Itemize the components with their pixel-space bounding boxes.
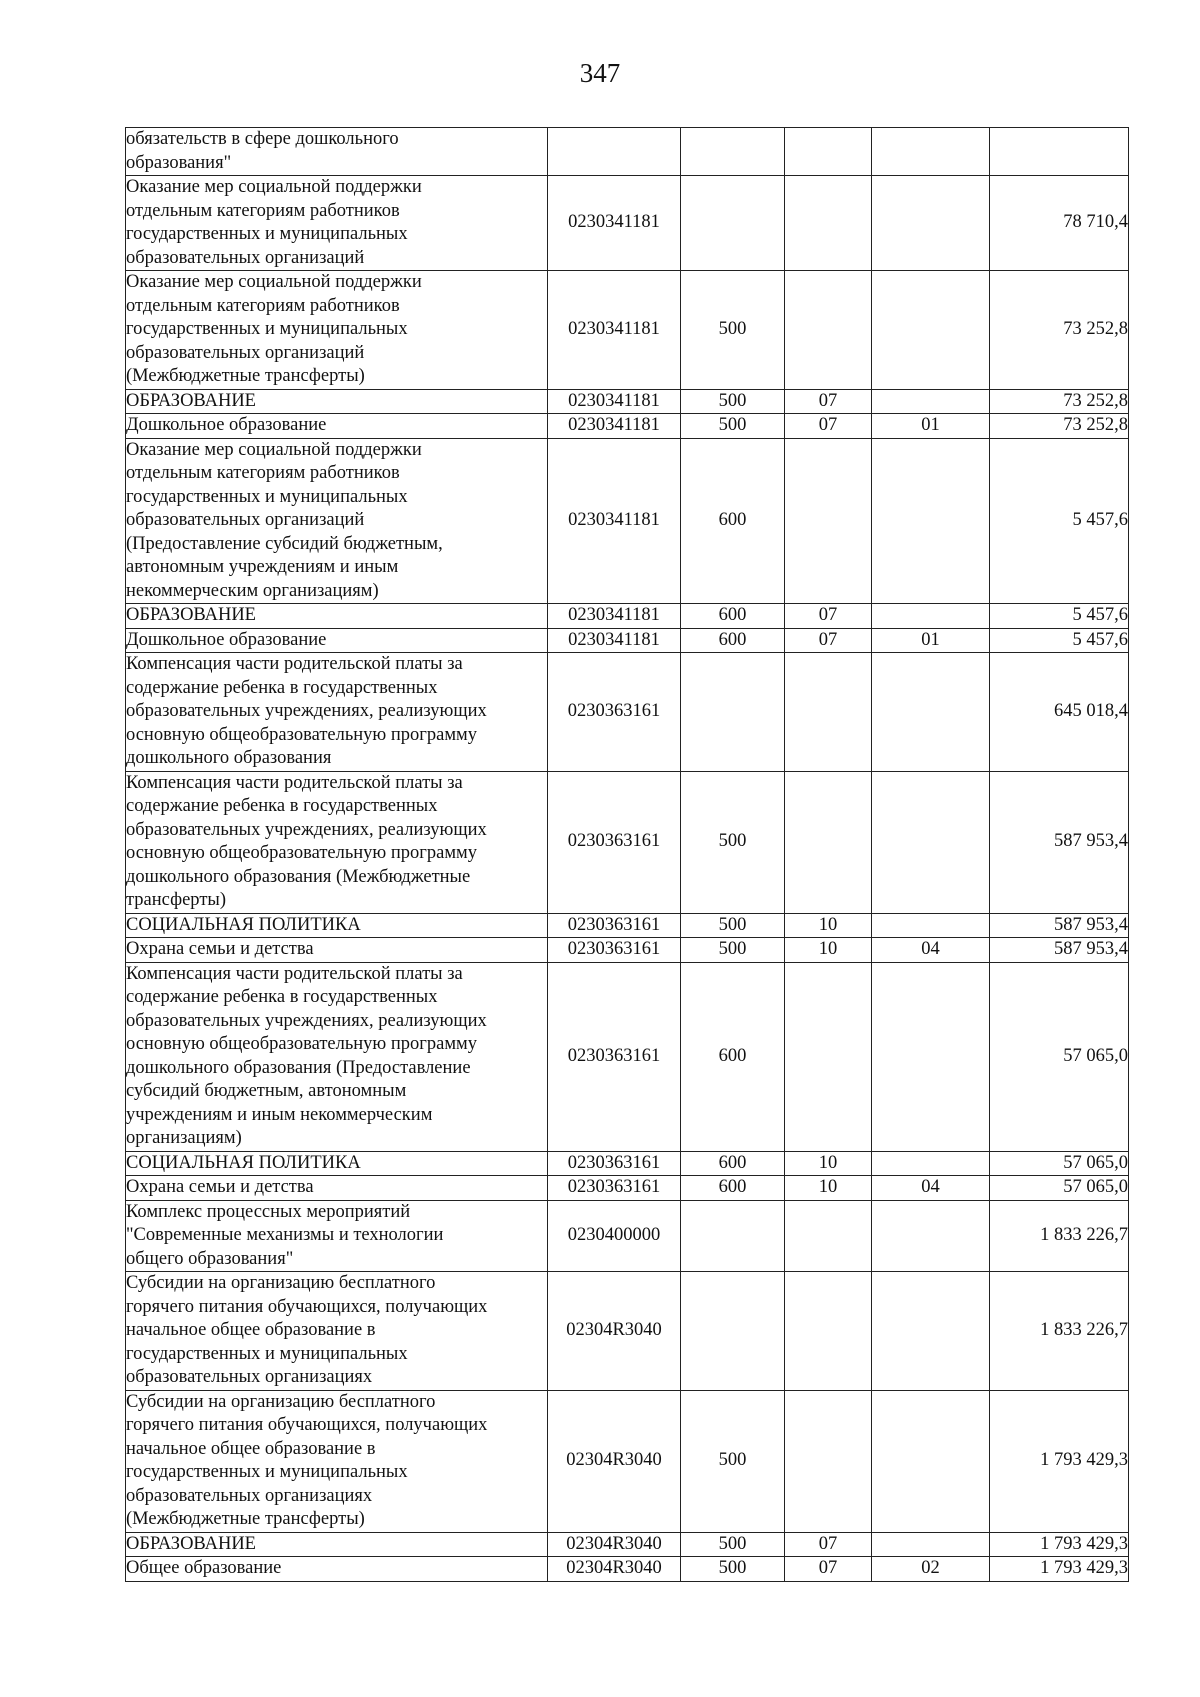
program-code-cell: 0230341181 <box>548 628 681 653</box>
expense-type-cell: 600 <box>681 604 785 629</box>
table-row <box>126 771 1129 913</box>
item-name-line: СОЦИАЛЬНАЯ ПОЛИТИКА <box>126 914 361 935</box>
item-name-line: ОБРАЗОВАНИЕ <box>126 605 256 625</box>
expense-type-cell: 500 <box>681 389 785 414</box>
program-code-cell: 0230363161 <box>548 1151 681 1176</box>
item-name-line: содержание ребенка в государственных <box>126 677 438 698</box>
item-name-line: государственных и муниципальных <box>126 319 408 339</box>
amount-cell: 73 252,8 <box>990 271 1129 390</box>
item-name-line: СОЦИАЛЬНАЯ ПОЛИТИКА <box>126 1152 361 1173</box>
program-code-cell: 02304R3040 <box>548 1390 681 1532</box>
table-row <box>126 938 1129 963</box>
table-row <box>126 128 1129 176</box>
item-name-line: Оказание мер социальной поддержки <box>126 272 422 292</box>
item-name-line: основную общеобразовательную программу <box>126 724 477 745</box>
subsection-cell: 01 <box>872 628 990 653</box>
program-code-cell <box>548 128 681 176</box>
expense-type-cell: 500 <box>681 1532 785 1557</box>
item-name-line: дошкольного образования (Межбюджетные <box>126 866 471 887</box>
program-code-cell: 0230363161 <box>548 1176 681 1201</box>
item-name-cell <box>126 913 548 938</box>
item-name-cell <box>126 271 548 390</box>
expense-type-cell <box>681 176 785 271</box>
table-row <box>126 1200 1129 1272</box>
item-name-line: дошкольного образования (Предоставление <box>126 1057 471 1078</box>
program-code-cell: 0230363161 <box>548 913 681 938</box>
item-name-line: образовательных организаций <box>126 510 365 530</box>
item-name-line: Оказание мер социальной поддержки <box>126 177 422 197</box>
item-name-line: (Межбюджетные трансферты) <box>126 366 365 386</box>
item-name-cell <box>126 176 548 271</box>
table-row <box>126 1151 1129 1176</box>
page-number: 347 <box>579 58 621 88</box>
item-name-cell <box>126 438 548 604</box>
item-name-line: основную общеобразовательную программу <box>126 1034 477 1054</box>
program-code-cell: 0230341181 <box>548 389 681 414</box>
item-name-line: трансферты) <box>126 890 226 910</box>
item-name-cell <box>126 604 548 629</box>
subsection-cell <box>872 1151 990 1176</box>
section-cell <box>785 1272 872 1391</box>
section-cell: 07 <box>785 628 872 653</box>
expense-type-cell: 600 <box>681 438 785 604</box>
amount-cell: 5 457,6 <box>990 438 1129 604</box>
section-cell <box>785 271 872 390</box>
expense-type-cell: 500 <box>681 271 785 390</box>
amount-cell: 78 710,4 <box>990 176 1129 271</box>
subsection-cell <box>872 962 990 1151</box>
subsection-cell <box>872 913 990 938</box>
item-name-line: образовательных учреждениях, реализующих <box>126 701 487 721</box>
item-name-line: государственных и муниципальных <box>126 224 408 244</box>
item-name-line: Компенсация части родительской платы за <box>126 963 463 984</box>
item-name-line: содержание ребенка в государственных <box>126 987 438 1007</box>
item-name-line: отдельным категориям работников <box>126 463 400 483</box>
expense-type-cell <box>681 128 785 176</box>
expense-type-cell: 600 <box>681 962 785 1151</box>
item-name-line: отдельным категориям работников <box>126 200 400 221</box>
table-row <box>126 271 1129 390</box>
item-name-line: Комплекс процессных мероприятий <box>126 1201 411 1222</box>
program-code-cell: 02304R3040 <box>548 1272 681 1391</box>
table-body <box>126 128 1129 1582</box>
item-name-line: Охрана семьи и детства <box>126 1177 314 1197</box>
program-code-cell: 0230341181 <box>548 414 681 439</box>
item-name-line: ОБРАЗОВАНИЕ <box>126 390 256 411</box>
item-name-line: автономным учреждениям и иным <box>126 557 399 577</box>
item-name-line: субсидий бюджетным, автономным <box>126 1081 407 1101</box>
item-name-line: горячего питания обучающихся, получающих <box>126 1296 488 1317</box>
section-cell <box>785 438 872 604</box>
item-name-line: основную общеобразовательную программу <box>126 843 477 863</box>
item-name-cell <box>126 1390 548 1532</box>
subsection-cell <box>872 604 990 629</box>
item-name-line: Оказание мер социальной поддержки <box>126 439 422 460</box>
expense-type-cell: 500 <box>681 1557 785 1582</box>
amount-cell: 1 793 429,3 <box>990 1390 1129 1532</box>
section-cell: 10 <box>785 938 872 963</box>
item-name-cell <box>126 1176 548 1201</box>
table-row <box>126 1272 1129 1391</box>
table-row <box>126 913 1129 938</box>
expense-type-cell: 500 <box>681 913 785 938</box>
section-cell <box>785 128 872 176</box>
subsection-cell <box>872 1390 990 1532</box>
program-code-cell: 0230400000 <box>548 1200 681 1272</box>
item-name-line: общего образования" <box>126 1248 294 1269</box>
item-name-line: Компенсация части родительской платы за <box>126 654 463 674</box>
table-row <box>126 962 1129 1151</box>
amount-cell: 587 953,4 <box>990 913 1129 938</box>
item-name-line: образовательных организаций <box>126 247 365 268</box>
expense-type-cell: 600 <box>681 1151 785 1176</box>
section-cell: 07 <box>785 414 872 439</box>
section-cell: 07 <box>785 604 872 629</box>
program-code-cell: 0230341181 <box>548 604 681 629</box>
item-name-line: образования" <box>126 152 232 173</box>
item-name-cell <box>126 389 548 414</box>
table-row <box>126 414 1129 439</box>
amount-cell: 73 252,8 <box>990 414 1129 439</box>
section-cell: 10 <box>785 1176 872 1201</box>
amount-cell <box>990 128 1129 176</box>
amount-cell: 587 953,4 <box>990 771 1129 913</box>
amount-cell: 5 457,6 <box>990 628 1129 653</box>
item-name-line: некоммерческим организациям) <box>126 580 379 601</box>
subsection-cell <box>872 771 990 913</box>
expense-type-cell: 600 <box>681 628 785 653</box>
subsection-cell: 04 <box>872 1176 990 1201</box>
amount-cell: 5 457,6 <box>990 604 1129 629</box>
program-code-cell: 0230341181 <box>548 438 681 604</box>
subsection-cell <box>872 653 990 772</box>
item-name-line: Дошкольное образование <box>126 415 327 435</box>
item-name-line: начальное общее образование в <box>126 1438 376 1459</box>
amount-cell: 1 793 429,3 <box>990 1557 1129 1582</box>
amount-cell: 73 252,8 <box>990 389 1129 414</box>
table-row <box>126 1176 1129 1201</box>
item-name-cell <box>126 1272 548 1391</box>
amount-cell: 57 065,0 <box>990 1151 1129 1176</box>
table-row <box>126 628 1129 653</box>
amount-cell: 1 833 226,7 <box>990 1200 1129 1272</box>
item-name-cell <box>126 414 548 439</box>
item-name-cell <box>126 1151 548 1176</box>
table-row <box>126 1557 1129 1582</box>
section-cell <box>785 1200 872 1272</box>
expense-type-cell <box>681 653 785 772</box>
section-cell: 10 <box>785 1151 872 1176</box>
table-row <box>126 176 1129 271</box>
section-cell: 07 <box>785 1557 872 1582</box>
section-cell <box>785 1390 872 1532</box>
subsection-cell <box>872 271 990 390</box>
program-code-cell: 0230363161 <box>548 938 681 963</box>
table-row <box>126 604 1129 629</box>
item-name-line: учреждениям и иным некоммерческим <box>126 1104 433 1125</box>
expense-type-cell: 500 <box>681 771 785 913</box>
subsection-cell: 01 <box>872 414 990 439</box>
item-name-line: образовательных организациях <box>126 1367 373 1387</box>
item-name-cell <box>126 1557 548 1582</box>
table-row <box>126 1390 1129 1532</box>
subsection-cell <box>872 389 990 414</box>
amount-cell: 645 018,4 <box>990 653 1129 772</box>
expense-type-cell <box>681 1200 785 1272</box>
item-name-line: отдельным категориям работников <box>126 295 400 316</box>
item-name-cell <box>126 938 548 963</box>
amount-cell: 1 793 429,3 <box>990 1532 1129 1557</box>
item-name-line: Общее образование <box>126 1558 282 1578</box>
item-name-line: (Межбюджетные трансферты) <box>126 1509 365 1529</box>
subsection-cell: 04 <box>872 938 990 963</box>
section-cell <box>785 962 872 1151</box>
item-name-cell <box>126 128 548 176</box>
item-name-cell <box>126 1532 548 1557</box>
table-row <box>126 653 1129 772</box>
item-name-line: Охрана семьи и детства <box>126 939 314 959</box>
item-name-line: государственных и муниципальных <box>126 1343 408 1364</box>
expense-type-cell: 600 <box>681 1176 785 1201</box>
item-name-line: горячего питания обучающихся, получающих <box>126 1415 488 1435</box>
item-name-line: Субсидии на организацию бесплатного <box>126 1273 436 1293</box>
section-cell: 10 <box>785 913 872 938</box>
expense-type-cell: 500 <box>681 938 785 963</box>
item-name-line: Субсидии на организацию бесплатного <box>126 1391 436 1412</box>
item-name-cell <box>126 771 548 913</box>
subsection-cell <box>872 1532 990 1557</box>
item-name-line: обязательств в сфере дошкольного <box>126 129 399 149</box>
amount-cell: 57 065,0 <box>990 1176 1129 1201</box>
item-name-line: государственных и муниципальных <box>126 486 408 507</box>
expense-type-cell: 500 <box>681 1390 785 1532</box>
item-name-line: образовательных учреждениях, реализующих <box>126 1010 487 1031</box>
item-name-line: образовательных организаций <box>126 342 365 363</box>
item-name-line: государственных и муниципальных <box>126 1462 408 1482</box>
item-name-cell <box>126 653 548 772</box>
item-name-line: начальное общее образование в <box>126 1320 376 1340</box>
item-name-cell <box>126 1200 548 1272</box>
program-code-cell: 0230341181 <box>548 271 681 390</box>
table-row <box>126 1532 1129 1557</box>
program-code-cell: 02304R3040 <box>548 1532 681 1557</box>
program-code-cell: 0230363161 <box>548 962 681 1151</box>
item-name-line: дошкольного образования <box>126 748 332 768</box>
section-cell <box>785 176 872 271</box>
program-code-cell: 02304R3040 <box>548 1557 681 1582</box>
item-name-line: организациям) <box>126 1128 242 1148</box>
item-name-line: содержание ребенка в государственных <box>126 796 438 816</box>
item-name-line: ОБРАЗОВАНИЕ <box>126 1533 256 1554</box>
subsection-cell: 02 <box>872 1557 990 1582</box>
program-code-cell: 0230363161 <box>548 771 681 913</box>
item-name-line: образовательных учреждениях, реализующих <box>126 819 487 840</box>
budget-table <box>125 127 1129 1582</box>
amount-cell: 1 833 226,7 <box>990 1272 1129 1391</box>
item-name-cell <box>126 628 548 653</box>
subsection-cell <box>872 1272 990 1391</box>
section-cell: 07 <box>785 1532 872 1557</box>
expense-type-cell <box>681 1272 785 1391</box>
subsection-cell <box>872 1200 990 1272</box>
expense-type-cell: 500 <box>681 414 785 439</box>
program-code-cell: 0230341181 <box>548 176 681 271</box>
table-row <box>126 389 1129 414</box>
section-cell <box>785 653 872 772</box>
item-name-line: Компенсация части родительской платы за <box>126 772 463 793</box>
item-name-line: "Современные механизмы и технологии <box>126 1225 444 1245</box>
amount-cell: 587 953,4 <box>990 938 1129 963</box>
item-name-line: образовательных организациях <box>126 1485 373 1506</box>
table-row <box>126 438 1129 604</box>
subsection-cell <box>872 438 990 604</box>
program-code-cell: 0230363161 <box>548 653 681 772</box>
section-cell <box>785 771 872 913</box>
item-name-line: Дошкольное образование <box>126 629 327 650</box>
subsection-cell <box>872 176 990 271</box>
amount-cell: 57 065,0 <box>990 962 1129 1151</box>
subsection-cell <box>872 128 990 176</box>
item-name-cell <box>126 962 548 1151</box>
item-name-line: (Предоставление субсидий бюджетным, <box>126 533 443 554</box>
section-cell: 07 <box>785 389 872 414</box>
